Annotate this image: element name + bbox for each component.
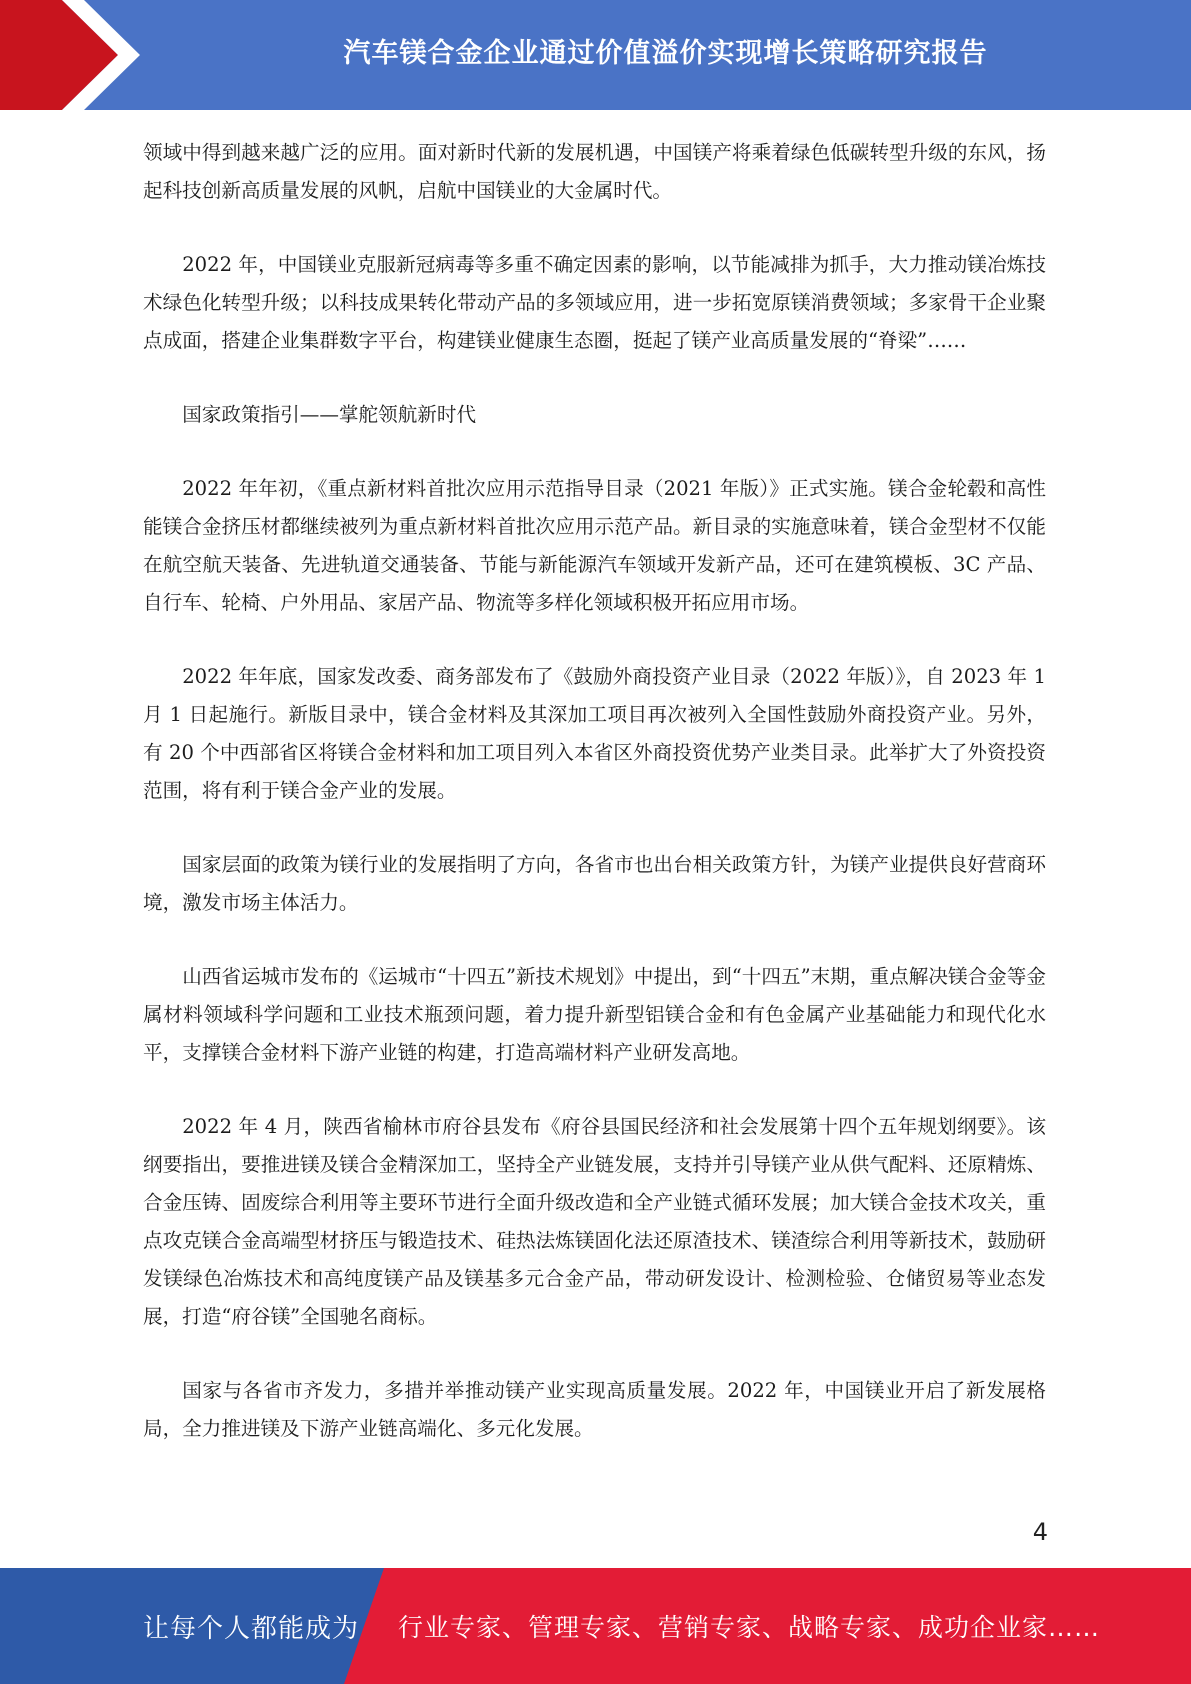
paragraph: 国家与各省市齐发力，多措并举推动镁产业实现高质量发展。2022 年，中国镁业开启了新发展格局，全力推进镁及下游产业链高端化、多元化发展。 bbox=[143, 1379, 1046, 1440]
section-heading: 国家政策指引——掌舵领航新时代 bbox=[182, 403, 477, 426]
report-header-banner bbox=[0, 0, 1191, 110]
footer-banner bbox=[0, 1568, 1191, 1684]
paragraph: 2022 年 4 月，陕西省榆林市府谷县发布《府谷县国民经济和社会发展第十四个五年规划纲要》。该纲要指出，要推进镁及镁合金精深加工，坚持全产业链发展，支持并引导镁产业从供气配料、还原精炼、合金压铸、固废综合利用等主要环节进行全面升级改造和全产业链式循环发展；加大镁合金技术攻关，重点攻克镁合金高端型材挤压与锻造技术、硅热法炼镁固化法还原渣技术、镁渣综合利用等新技术，鼓励研发镁绿色冶炼技术和高纯度镁产品及镁基多元合金产品，带动研发设计、检测检验、仓储贸易等业态发展，打造“府谷镁”全国驰名商标。 bbox=[143, 1115, 1046, 1328]
red-chevron-icon bbox=[0, 0, 160, 110]
paragraph: 国家层面的政策为镁行业的发展指明了方向，各省市也出台相关政策方针，为镁产业提供良好营商环境，激发市场主体活力。 bbox=[143, 853, 1046, 914]
paragraph: 领域中得到越来越广泛的应用。面对新时代新的发展机遇，中国镁产将乘着绿色低碳转型升级的东风，扬起科技创新高质量发展的风帆，启航中国镁业的大金属时代。 bbox=[143, 141, 1046, 202]
footer-slogan-left: 让每个人都能成为 bbox=[143, 1613, 360, 1644]
report-title: 汽车镁合金企业通过价值溢价实现增长策略研究报告 bbox=[343, 37, 988, 69]
paragraph: 2022 年，中国镁业克服新冠病毒等多重不确定因素的影响，以节能减排为抓手，大力推动镁冶炼技术绿色化转型升级；以科技成果转化带动产品的多领域应用，进一步拓宽原镁消费领域；多家骨干企业聚点成面，搭建企业集群数字平台，构建镁业健康生态圈，挺起了镁产业高质量发展的“脊梁”…… bbox=[143, 253, 1046, 352]
paragraph: 山西省运城市发布的《运城市“十四五”新技术规划》中提出，到“十四五”末期，重点解决镁合金等金属材料领域科学问题和工业技术瓶颈问题，着力提升新型铝镁合金和有色金属产业基础能力和现代化水平，支撑镁合金材料下游产业链的构建，打造高端材料产业研发高地。 bbox=[143, 965, 1046, 1064]
page-number: 4 bbox=[1032, 1518, 1048, 1546]
footer-slogan-right: 行业专家、管理专家、营销专家、战略专家、成功企业家…… bbox=[398, 1613, 1101, 1642]
report-body bbox=[143, 134, 1046, 1484]
paragraph: 2022 年年底，国家发改委、商务部发布了《鼓励外商投资产业目录（2022 年版）》，自 2023 年 1 月 1 日起施行。新版目录中，镁合金材料及其深加工项目再次被列入全国性鼓励外商投资产业。另外，有 20 个中西部省区将镁合金材料和加工项目列入本省区外商投资优势产业类目录。此举扩大了外资投资范围，将有利于镁合金产业的发展。 bbox=[143, 665, 1046, 802]
paragraph: 2022 年年初，《重点新材料首批次应用示范指导目录（2021 年版）》正式实施。镁合金轮毂和高性能镁合金挤压材都继续被列为重点新材料首批次应用示范产品。新目录的实施意味着，镁合金型材不仅能在航空航天装备、先进轨道交通装备、节能与新能源汽车领域开发新产品，还可在建筑模板、3C 产品、自行车、轮椅、户外用品、家居产品、物流等多样化领域积极开拓应用市场。 bbox=[143, 477, 1046, 614]
